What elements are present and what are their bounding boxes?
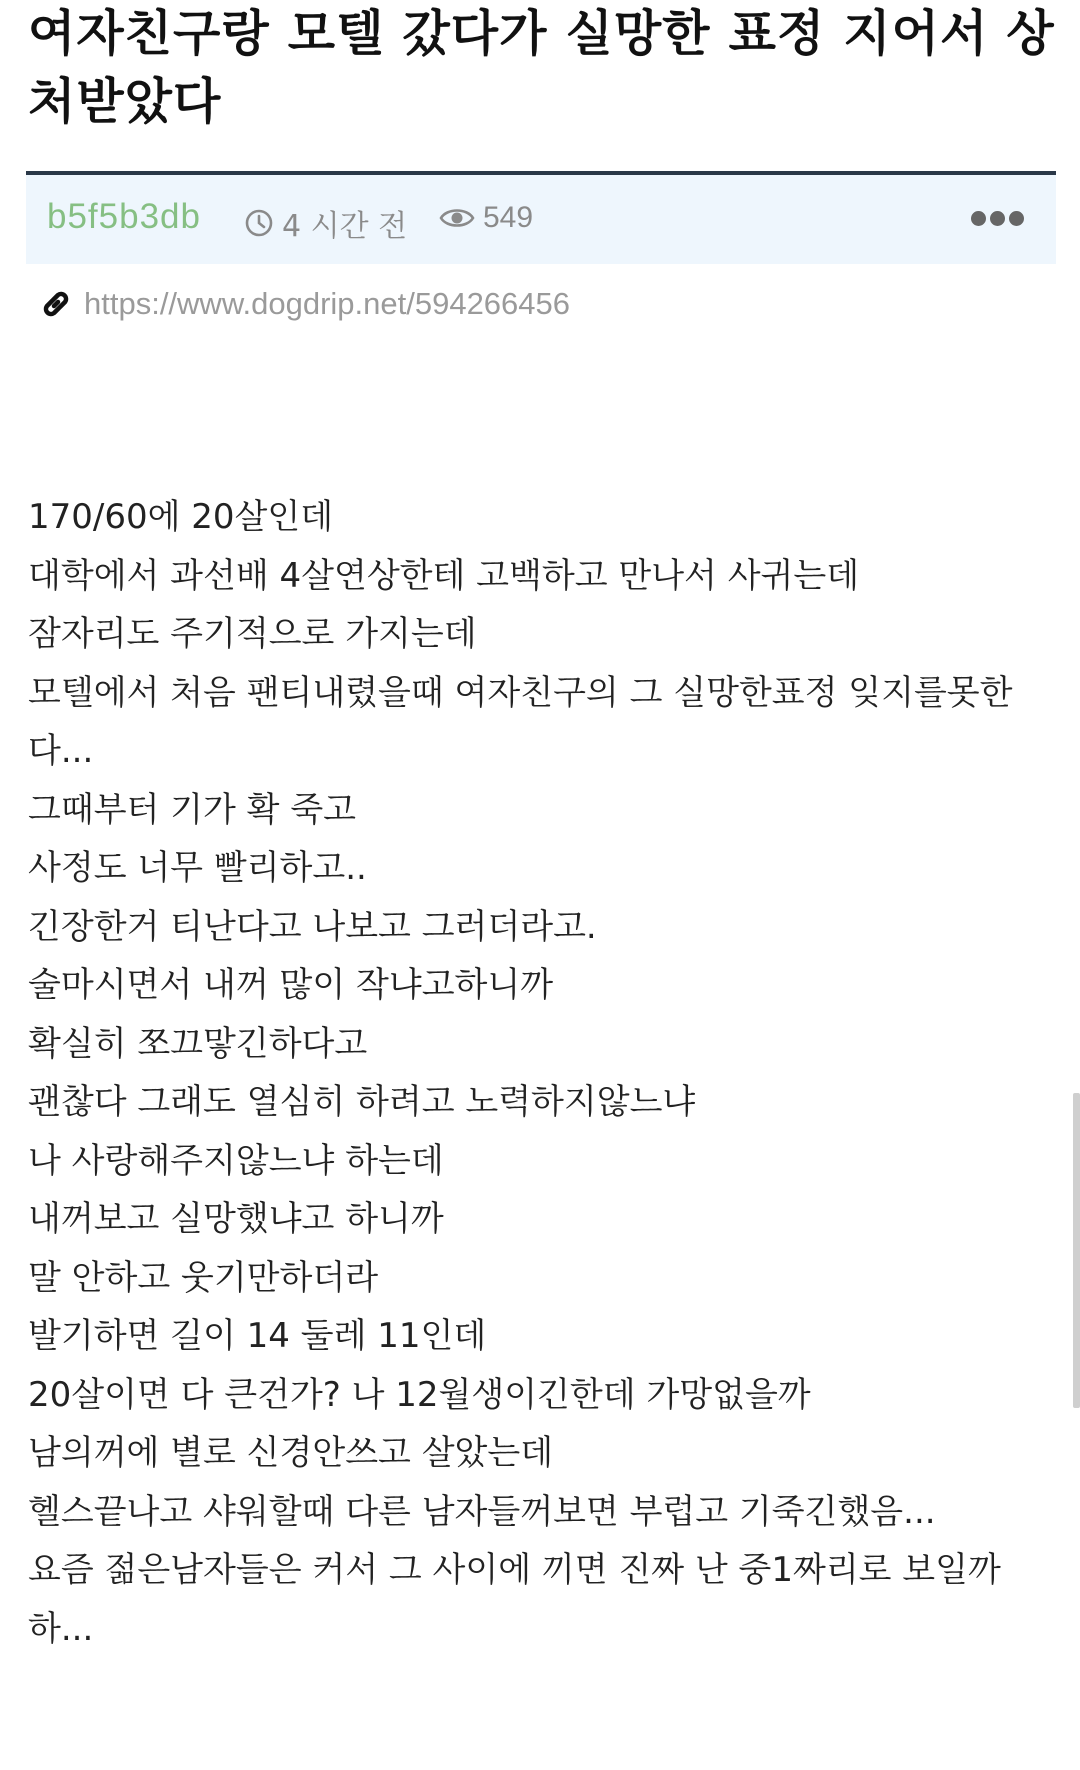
post-time <box>244 201 407 245</box>
eye-icon <box>439 205 475 231</box>
body-line: 20살이면 다 큰건가? 나 12월생이긴한데 가망없을까 <box>28 1374 811 1415</box>
body-line: 남의꺼에 별로 신경안쓰고 살았는데 <box>28 1433 554 1473</box>
more-dots-icon <box>971 211 986 226</box>
post-title: 여자친구랑 모텔 갔다가 실망한 표정 지어서 상처받았다 <box>28 5 1055 130</box>
body-line: 발기하면 길이 14 둘레 11인데 <box>28 1316 487 1356</box>
body-line: 하... <box>28 1608 94 1649</box>
body-line: 괜찮다 그래도 열심히 하려고 노력하지않느냐 <box>28 1082 696 1122</box>
view-count: 549 <box>483 201 534 234</box>
body-line: 다... <box>28 731 94 771</box>
body-line: 사정도 너무 빨리하고.. <box>28 848 367 888</box>
post-meta-bar <box>26 171 1056 264</box>
time-ago-text: 4 시간 전 <box>282 209 408 244</box>
permalink-url[interactable]: https://www.dogdrip.net/594266456 <box>84 286 571 321</box>
more-options-button[interactable] <box>971 211 1024 226</box>
permalink-row <box>38 286 570 322</box>
scrollbar[interactable] <box>1073 1093 1080 1408</box>
body-line: 헬스끝나고 샤워할때 다른 남자들꺼보면 부럽고 기죽긴했음... <box>28 1491 936 1532</box>
body-line: 요즘 젊은남자들은 커서 그 사이에 끼면 진짜 난 중1짜리로 보일까 <box>28 1550 1001 1590</box>
body-line: 확실히 쪼끄맣긴하다고 <box>28 1023 368 1064</box>
clock-icon <box>244 208 274 238</box>
body-line: 170/60에 20살인데 <box>28 497 334 537</box>
body-line: 그때부터 기가 확 죽고 <box>28 789 357 830</box>
author-name[interactable]: b5f5b3db <box>47 197 201 236</box>
body-line: 긴장한거 티난다고 나보고 그러더라고. <box>28 906 597 947</box>
body-line: 모텔에서 처음 팬티내렸을때 여자친구의 그 실망한표정 잊지를못한 <box>28 672 1013 713</box>
link-icon <box>38 286 74 322</box>
body-line: 말 안하고 웃기만하더라 <box>28 1257 379 1298</box>
post-body <box>28 488 1028 1658</box>
body-line: 잠자리도 주기적으로 가지는데 <box>28 614 477 654</box>
body-line: 나 사랑해주지않느냐 하는데 <box>28 1140 444 1181</box>
post-views <box>439 201 533 235</box>
body-line: 내꺼보고 실망했냐고 하니까 <box>28 1199 444 1239</box>
body-line: 대학에서 과선배 4살연상한테 고백하고 만나서 사귀는데 <box>28 555 860 596</box>
body-line: 술마시면서 내꺼 많이 작냐고하니까 <box>28 965 554 1005</box>
